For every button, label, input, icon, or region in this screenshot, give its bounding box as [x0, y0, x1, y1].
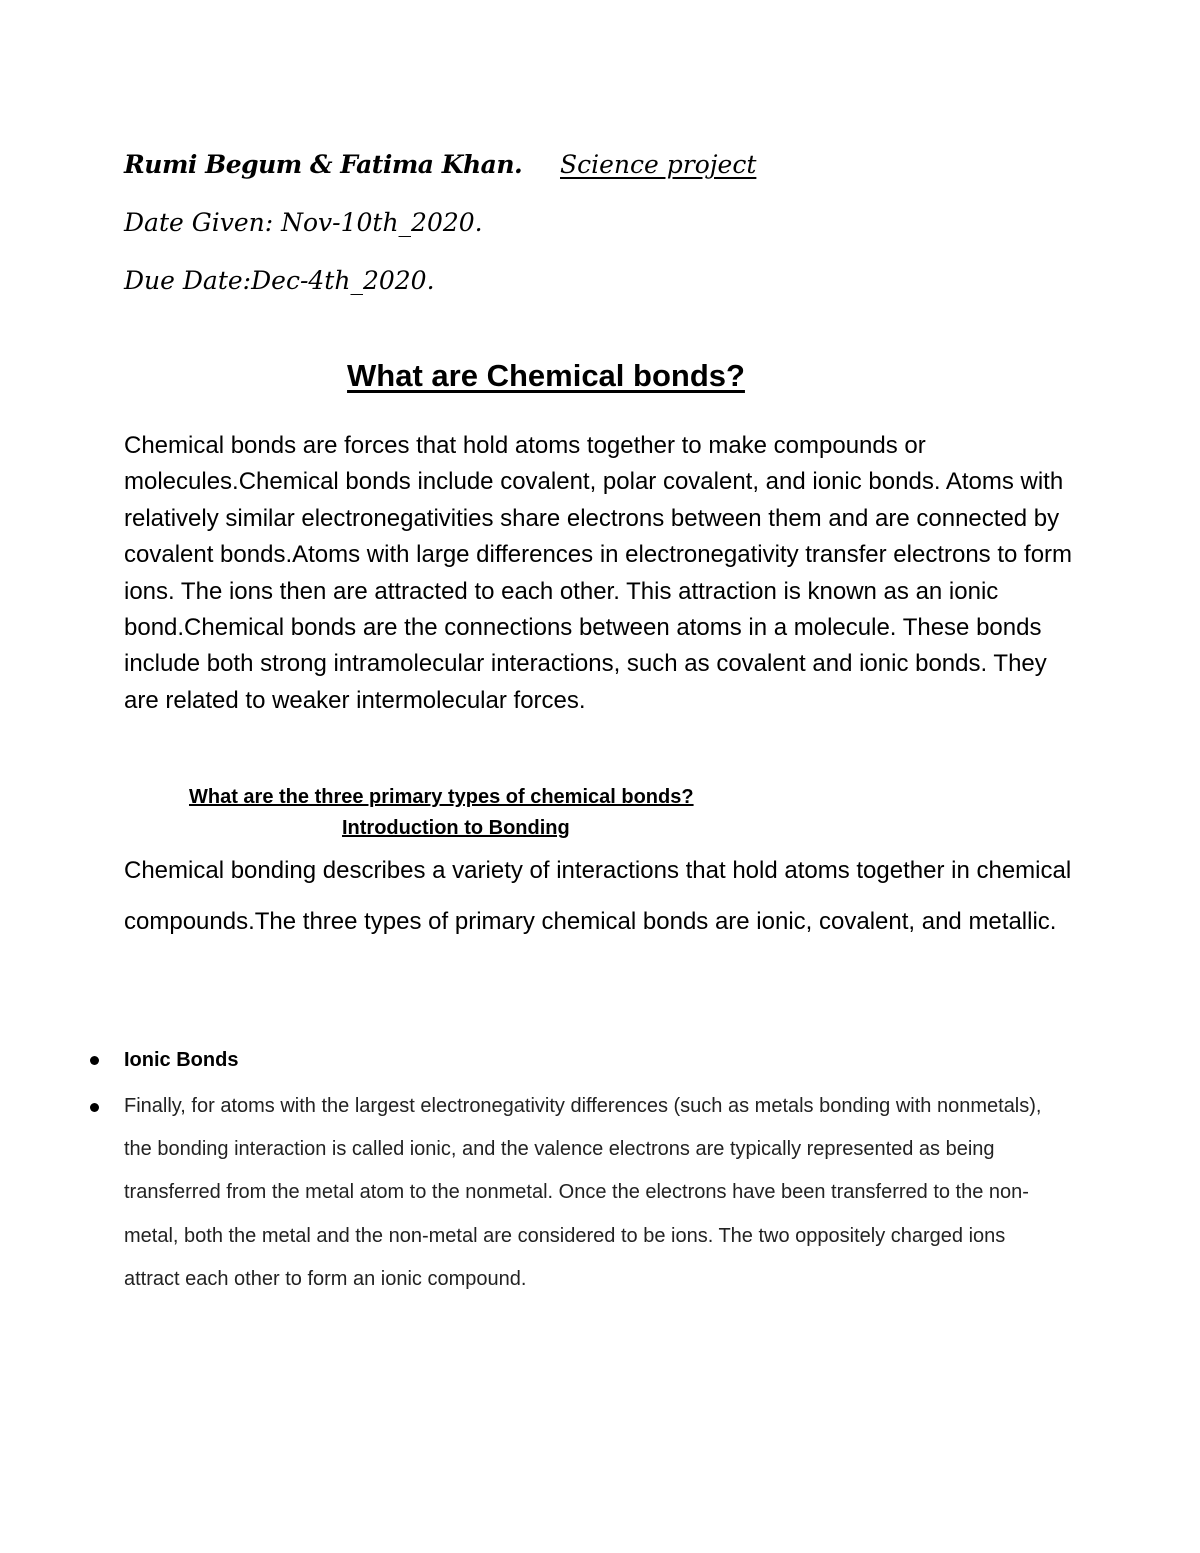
page-title: What are Chemical bonds?	[347, 358, 745, 393]
bullet-icon	[90, 1056, 99, 1065]
intro-paragraph: Chemical bonds are forces that hold atoms together to make compounds or molecules.Chemical bonds include covalent, polar covalent, and ionic bonds. Atoms with relatively similar electronegativities share electrons between them and are connected by covalent bonds.Atoms with large differences in electronegativity transfer electrons to form ions. The ions then are attracted to each other. This attraction is known as an ionic bond.Chemical bonds are the connections between atoms in a molecule. These bonds include both strong intramolecular interactions, such as covalent and ionic bonds. They are related to weaker intermolecular forces.	[124, 432, 1073, 714]
list-item	[0, 1040, 1064, 1080]
bond-list	[0, 1040, 1200, 1301]
section-question: What are the three primary types of chemical bonds?	[189, 786, 694, 808]
project-label: Science project	[560, 150, 757, 179]
list-item-body: Finally, for atoms with the largest electronegativity differences (such as metals bonding with nonmetals), the bonding interaction is called ionic, and the valence electrons are typically represented as being transferred from the metal atom to the nonmetal. Once the electrons have been transferred to the non-metal, both the metal and the non-metal are considered to be ions. The two oppositely charged ions attract each other to form an ionic compound.	[124, 1095, 1042, 1290]
list-item	[0, 1085, 1064, 1301]
due-date: Due Date:Dec-4th_2020.	[124, 266, 435, 295]
list-item-heading: Ionic Bonds	[124, 1049, 239, 1071]
section-subheading: Introduction to Bonding	[342, 817, 570, 839]
authors-line: Rumi Begum & Fatima Khan.	[124, 150, 523, 179]
bonding-paragraph: Chemical bonding describes a variety of interactions that hold atoms together in chemical compounds.The three types of primary chemical bonds are ionic, covalent, and metallic.	[124, 857, 1072, 935]
date-given: Date Given: Nov-10th_2020.	[124, 208, 483, 237]
bullet-icon	[90, 1103, 99, 1112]
